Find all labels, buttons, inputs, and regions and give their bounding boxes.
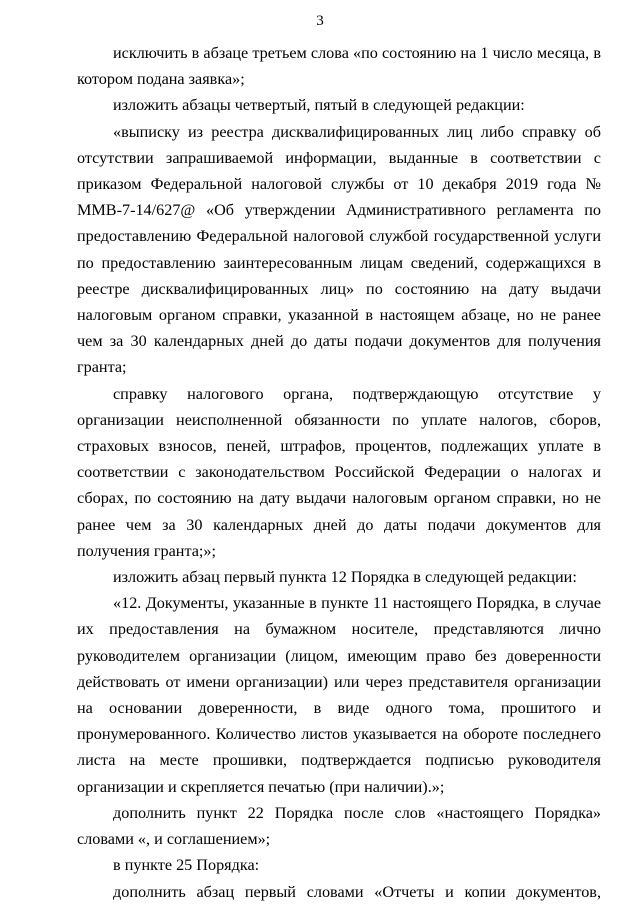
document-body — [77, 40, 601, 905]
paragraph-point-25-intro: в пункте 25 Порядка: — [113, 856, 260, 875]
paragraph-point-25-first: дополнить абзац первый словами «Отчеты и копии документов, — [113, 882, 601, 901]
paragraph-point-12-text: «12. Документы, указанные в пункте 11 настоящего Порядка, в случае их предоставления на бумажном носителе, представляются лично руководителем организации (лицом, имеющим право без доверенности действовать от имени организации) или через представителя организации на основании доверенности, в виде одного тома, прошитого и пронумерованного. Количество листов указывается на обороте последнего листа на месте прошивки, подтверждается подписью руководителя организации и скрепляется печатью (при наличии).»; — [77, 594, 601, 796]
paragraph-tax-certificate: справку налогового органа, подтверждающую отсутствие у организации неисполненной обязанности по уплате налогов, сборов, страховых взносов, пеней, штрафов, процентов, подлежащих уплате в соответствии с законодательством Российской Федерации о налогах и сборах, по состоянию на дату выдачи налоговым органом справки, но не ранее чем за 30 календарных дней до даты подачи документов для получения гранта;»; — [77, 384, 601, 560]
paragraph-point-22: дополнить пункт 22 Порядка после слов «настоящего Порядка» словами «, и соглашением»; — [77, 803, 601, 849]
paragraph-point-12-intro: изложить абзац первый пункта 12 Порядка в следующей редакции: — [113, 568, 577, 587]
paragraph-disqualified-registry: «выписку из реестра дисквалифицированных лиц либо справку об отсутствии запрашиваемой информации, выданные в соответствии с приказом Федеральной налоговой службы от 10 декабря 2019 года № ММВ-7-14/627@ «Об утверждении Административного регламента по предоставлению Федеральной налоговой службой государственной услуги по предоставлению заинтересованным лицам сведений, содержащихся в реестре дисквалифицированных лиц» по состоянию на дату выдачи налоговым органом справки, указанной в настоящем абзаце, но не ранее чем за 30 календарных дней до даты подачи документов для получения гранта; — [77, 122, 601, 377]
page-number: 3 — [316, 13, 324, 29]
paragraph-exclude-words: исключить в абзаце третьем слова «по состоянию на 1 число месяца, в котором подана заявка»; — [77, 44, 601, 89]
paragraph-amend-intro: изложить абзацы четвертый, пятый в следующей редакции: — [113, 96, 525, 115]
